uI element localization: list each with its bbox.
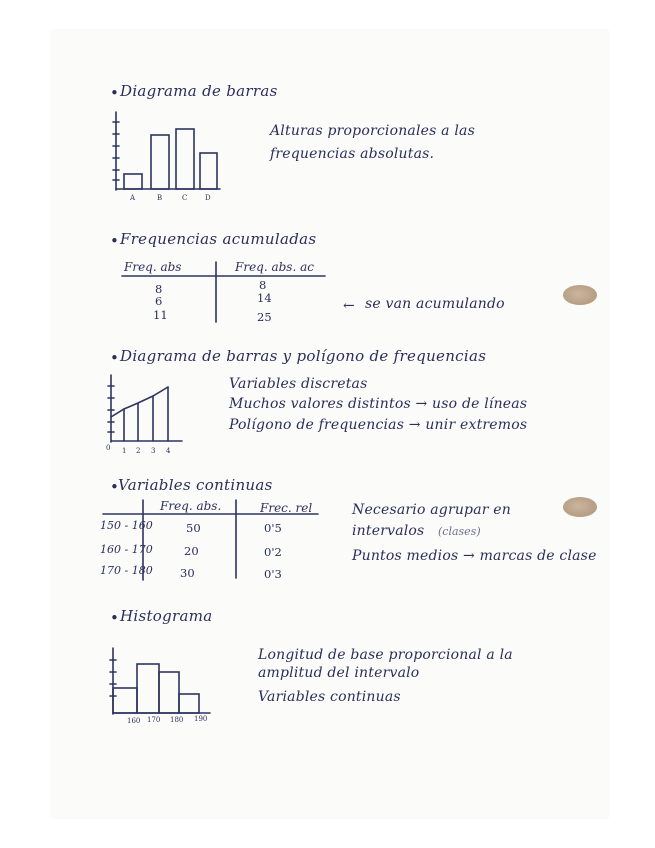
histogram-tick-1: 160 <box>127 717 141 725</box>
section5-title: Histograma <box>120 607 213 625</box>
bullet: • <box>110 84 120 102</box>
histogram-bar-2 <box>137 664 159 713</box>
table4-abs-3: 30 <box>180 566 195 580</box>
table4-interval-3: 170 - 180 <box>100 564 153 577</box>
line-tick-0: 0 <box>106 444 111 452</box>
section4-note-line3: Puntos medios → marcas de clase <box>352 548 597 564</box>
table2-header-abs: Freq. abs <box>124 260 182 274</box>
section4-note-paren: (clases) <box>438 525 481 538</box>
line-tick-2: 2 <box>136 447 141 455</box>
table4-rel-1: 0'5 <box>264 521 282 535</box>
section5-note-line3: Variables continuas <box>258 689 401 705</box>
section4-title: Variables continuas <box>118 476 273 494</box>
bullet: • <box>110 609 120 627</box>
histogram-tick-4: 190 <box>194 715 208 723</box>
line-tick-3: 3 <box>151 447 156 455</box>
histogram-tick-3: 180 <box>170 716 184 724</box>
table2-ac-3: 25 <box>257 310 272 324</box>
table2-abs-3: 11 <box>153 308 168 322</box>
section1-note-line1: Alturas proporcionales a las <box>270 123 475 139</box>
line-tick-1: 1 <box>122 447 127 455</box>
section1-title: Diagrama de barras <box>120 82 278 100</box>
table2-ac-2: 14 <box>257 291 272 305</box>
bar-label-a: A <box>130 194 136 202</box>
table2-ac-1: 8 <box>259 278 267 292</box>
section4-note-line2: intervalos <box>352 523 425 539</box>
table2-abs-1: 8 <box>155 282 163 296</box>
histogram-tick-2: 170 <box>147 716 161 724</box>
section4-note-line1: Necesario agrupar en <box>352 502 512 518</box>
table4-abs-2: 20 <box>184 544 199 558</box>
arrow-left-icon: ← <box>343 298 355 314</box>
bar-label-b: B <box>157 194 163 202</box>
histogram-bar-4 <box>179 694 199 713</box>
table2-header-abs-ac: Freq. abs. ac <box>235 260 314 274</box>
table4-rel-2: 0'2 <box>264 545 282 559</box>
table4-rel-3: 0'3 <box>264 567 282 581</box>
section5-note-line1: Longitud de base proporcional a la <box>258 647 513 663</box>
section3-note-line1: Variables discretas <box>229 376 368 392</box>
bullet: • <box>110 478 120 496</box>
bar-label-d: D <box>205 194 211 202</box>
table4-header-rel: Frec. rel <box>260 501 313 515</box>
section2-note: se van acumulando <box>365 296 505 312</box>
table4-abs-1: 50 <box>186 521 201 535</box>
table2-abs-2: 6 <box>155 294 163 308</box>
table4-interval-2: 160 - 170 <box>100 543 153 556</box>
section3-note-line2: Muchos valores distintos → uso de líneas <box>229 396 528 412</box>
bullet: • <box>110 349 120 367</box>
bullet: • <box>110 232 120 250</box>
section2-title: Frequencias acumuladas <box>120 230 317 248</box>
section3-title: Diagrama de barras y polígono de frequencias <box>120 347 487 365</box>
histogram-bar-3 <box>159 672 179 713</box>
section5-note-line2: amplitud del intervalo <box>258 665 420 681</box>
table4-header-abs: Freq. abs. <box>160 499 222 513</box>
histogram-bar-1 <box>113 688 137 713</box>
table4-interval-1: 150 - 160 <box>100 519 153 532</box>
section1-note-line2: frequencias absolutas. <box>270 146 435 162</box>
bar-label-c: C <box>182 194 188 202</box>
line-tick-4: 4 <box>166 447 171 455</box>
section3-note-line3: Polígono de frequencias → unir extremos <box>229 417 528 433</box>
